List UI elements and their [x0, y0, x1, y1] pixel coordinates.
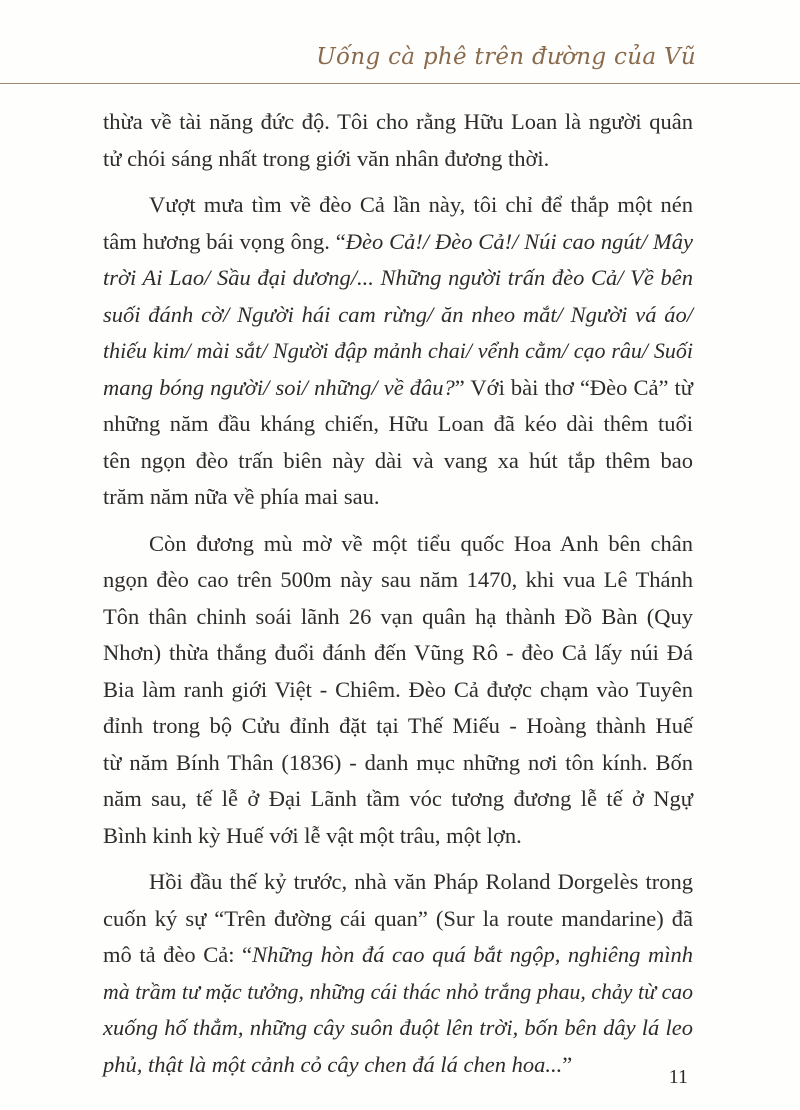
text-line: từ năm Bính Thân (1836) - danh mục những nơi tôn kính. Bốn	[103, 749, 693, 775]
poem-quote: thiếu kim/ mài sắt/ Người đập mảnh chai/ vểnh cằm/ cạo râu/ Suối	[103, 338, 693, 363]
text-line	[103, 901, 693, 938]
text-line	[103, 370, 693, 407]
text-run: Vượt mưa tìm về đèo Cả lần này, tôi chỉ để thắp một nén	[149, 192, 693, 217]
quoted-passage: mà trầm tư mặc tưởng, những cái thác nhỏ trắng phau, chảy từ cao	[103, 979, 693, 1004]
text-line	[103, 260, 693, 297]
text-run: tâm hương bái vọng ông. “	[103, 228, 346, 254]
quoted-passage: xuống hố thẳm, những cây suôn đuột lên trời, bốn bên dây lá leo	[103, 1015, 693, 1040]
text-run: cuốn ký sự “Trên đường cái quan” (Sur la route mandarine) đã	[103, 905, 693, 931]
text-run: tên ngọn đèo trấn biên này dài và vang xa hút tắp thêm bao	[103, 447, 693, 473]
text-line: ngọn đèo cao trên 500m này sau năm 1470, khi vua Lê Thánh	[103, 567, 693, 592]
poem-quote: Đèo Cả!/ Đèo Cả!/ Núi cao ngút/ Mây	[345, 228, 693, 254]
paragraph-2	[103, 187, 693, 516]
page-body	[103, 104, 693, 1083]
running-header: Uống cà phê trên đường của Vũ	[316, 44, 696, 70]
text-run: mô tả đèo Cả: “	[103, 942, 253, 967]
text-run: những năm đầu kháng chiến, Hữu Loan đã kéo dài thêm tuổi	[103, 411, 693, 436]
text-line	[103, 937, 693, 974]
text-line	[103, 406, 693, 443]
text-line	[103, 297, 693, 334]
text-run: ”	[562, 1051, 573, 1077]
text-line: Nhơn) thừa thắng đuổi đánh đến Vũng Rô - đèo Cả lấy núi Đá	[103, 640, 693, 665]
poem-quote: mang bóng người/ soi/ những/ về đâu?	[103, 374, 455, 400]
paragraph-3	[103, 526, 693, 855]
header-rule	[0, 83, 800, 84]
quoted-passage: phủ, thật là một cảnh cỏ cây chen đá lá chen hoa...	[103, 1051, 563, 1077]
text-line: thừa về tài năng đức độ. Tôi cho rằng Hữu Loan là người quân	[103, 109, 693, 134]
text-line: đỉnh trong bộ Cửu đỉnh đặt tại Thế Miếu - Hoàng thành Huế	[103, 713, 693, 738]
text-line: Còn đương mù mờ về một tiểu quốc Hoa Anh bên chân	[149, 530, 693, 556]
paragraph-1	[103, 104, 693, 177]
page-number: 11	[668, 1066, 688, 1088]
text-run: Hồi đầu thế kỷ trước, nhà văn Pháp Roland Dorgelès trong	[149, 869, 693, 894]
text-line: Bình kinh kỳ Huế với lễ vật một trâu, một lợn.	[103, 822, 522, 848]
text-line: Bia làm ranh giới Việt - Chiêm. Đèo Cả được chạm vào Tuyên	[103, 676, 693, 702]
text-line	[103, 479, 693, 516]
text-line: Tôn thân chinh soái lãnh 26 vạn quân hạ thành Đồ Bàn (Quy	[103, 603, 693, 629]
text-line	[103, 224, 693, 261]
text-line	[103, 974, 693, 1011]
text-run: trăm năm nữa về phía mai sau.	[103, 484, 380, 509]
text-line	[103, 333, 693, 370]
text-line	[103, 443, 693, 480]
text-line	[103, 1047, 693, 1084]
quoted-passage: Những hòn đá cao quá bắt ngộp, nghiêng mình	[252, 942, 693, 967]
text-line: năm sau, tế lễ ở Đại Lãnh tầm vóc tương đương lễ tế ở Ngự	[103, 786, 693, 811]
text-run: ” Với bài thơ “Đèo Cả” từ	[454, 374, 693, 400]
poem-quote: trời Ai Lao/ Sầu đại dương/... Những người trấn đèo Cả/ Về bên	[103, 265, 693, 290]
paragraph-4	[103, 864, 693, 1083]
text-line	[103, 1010, 693, 1047]
text-line: tử chói sáng nhất trong giới văn nhân đương thời.	[103, 145, 550, 171]
poem-quote: suối đánh cờ/ Người hái cam rừng/ ăn nheo mắt/ Người vá áo/	[103, 301, 693, 327]
text-line	[103, 187, 693, 224]
text-line	[103, 864, 693, 901]
